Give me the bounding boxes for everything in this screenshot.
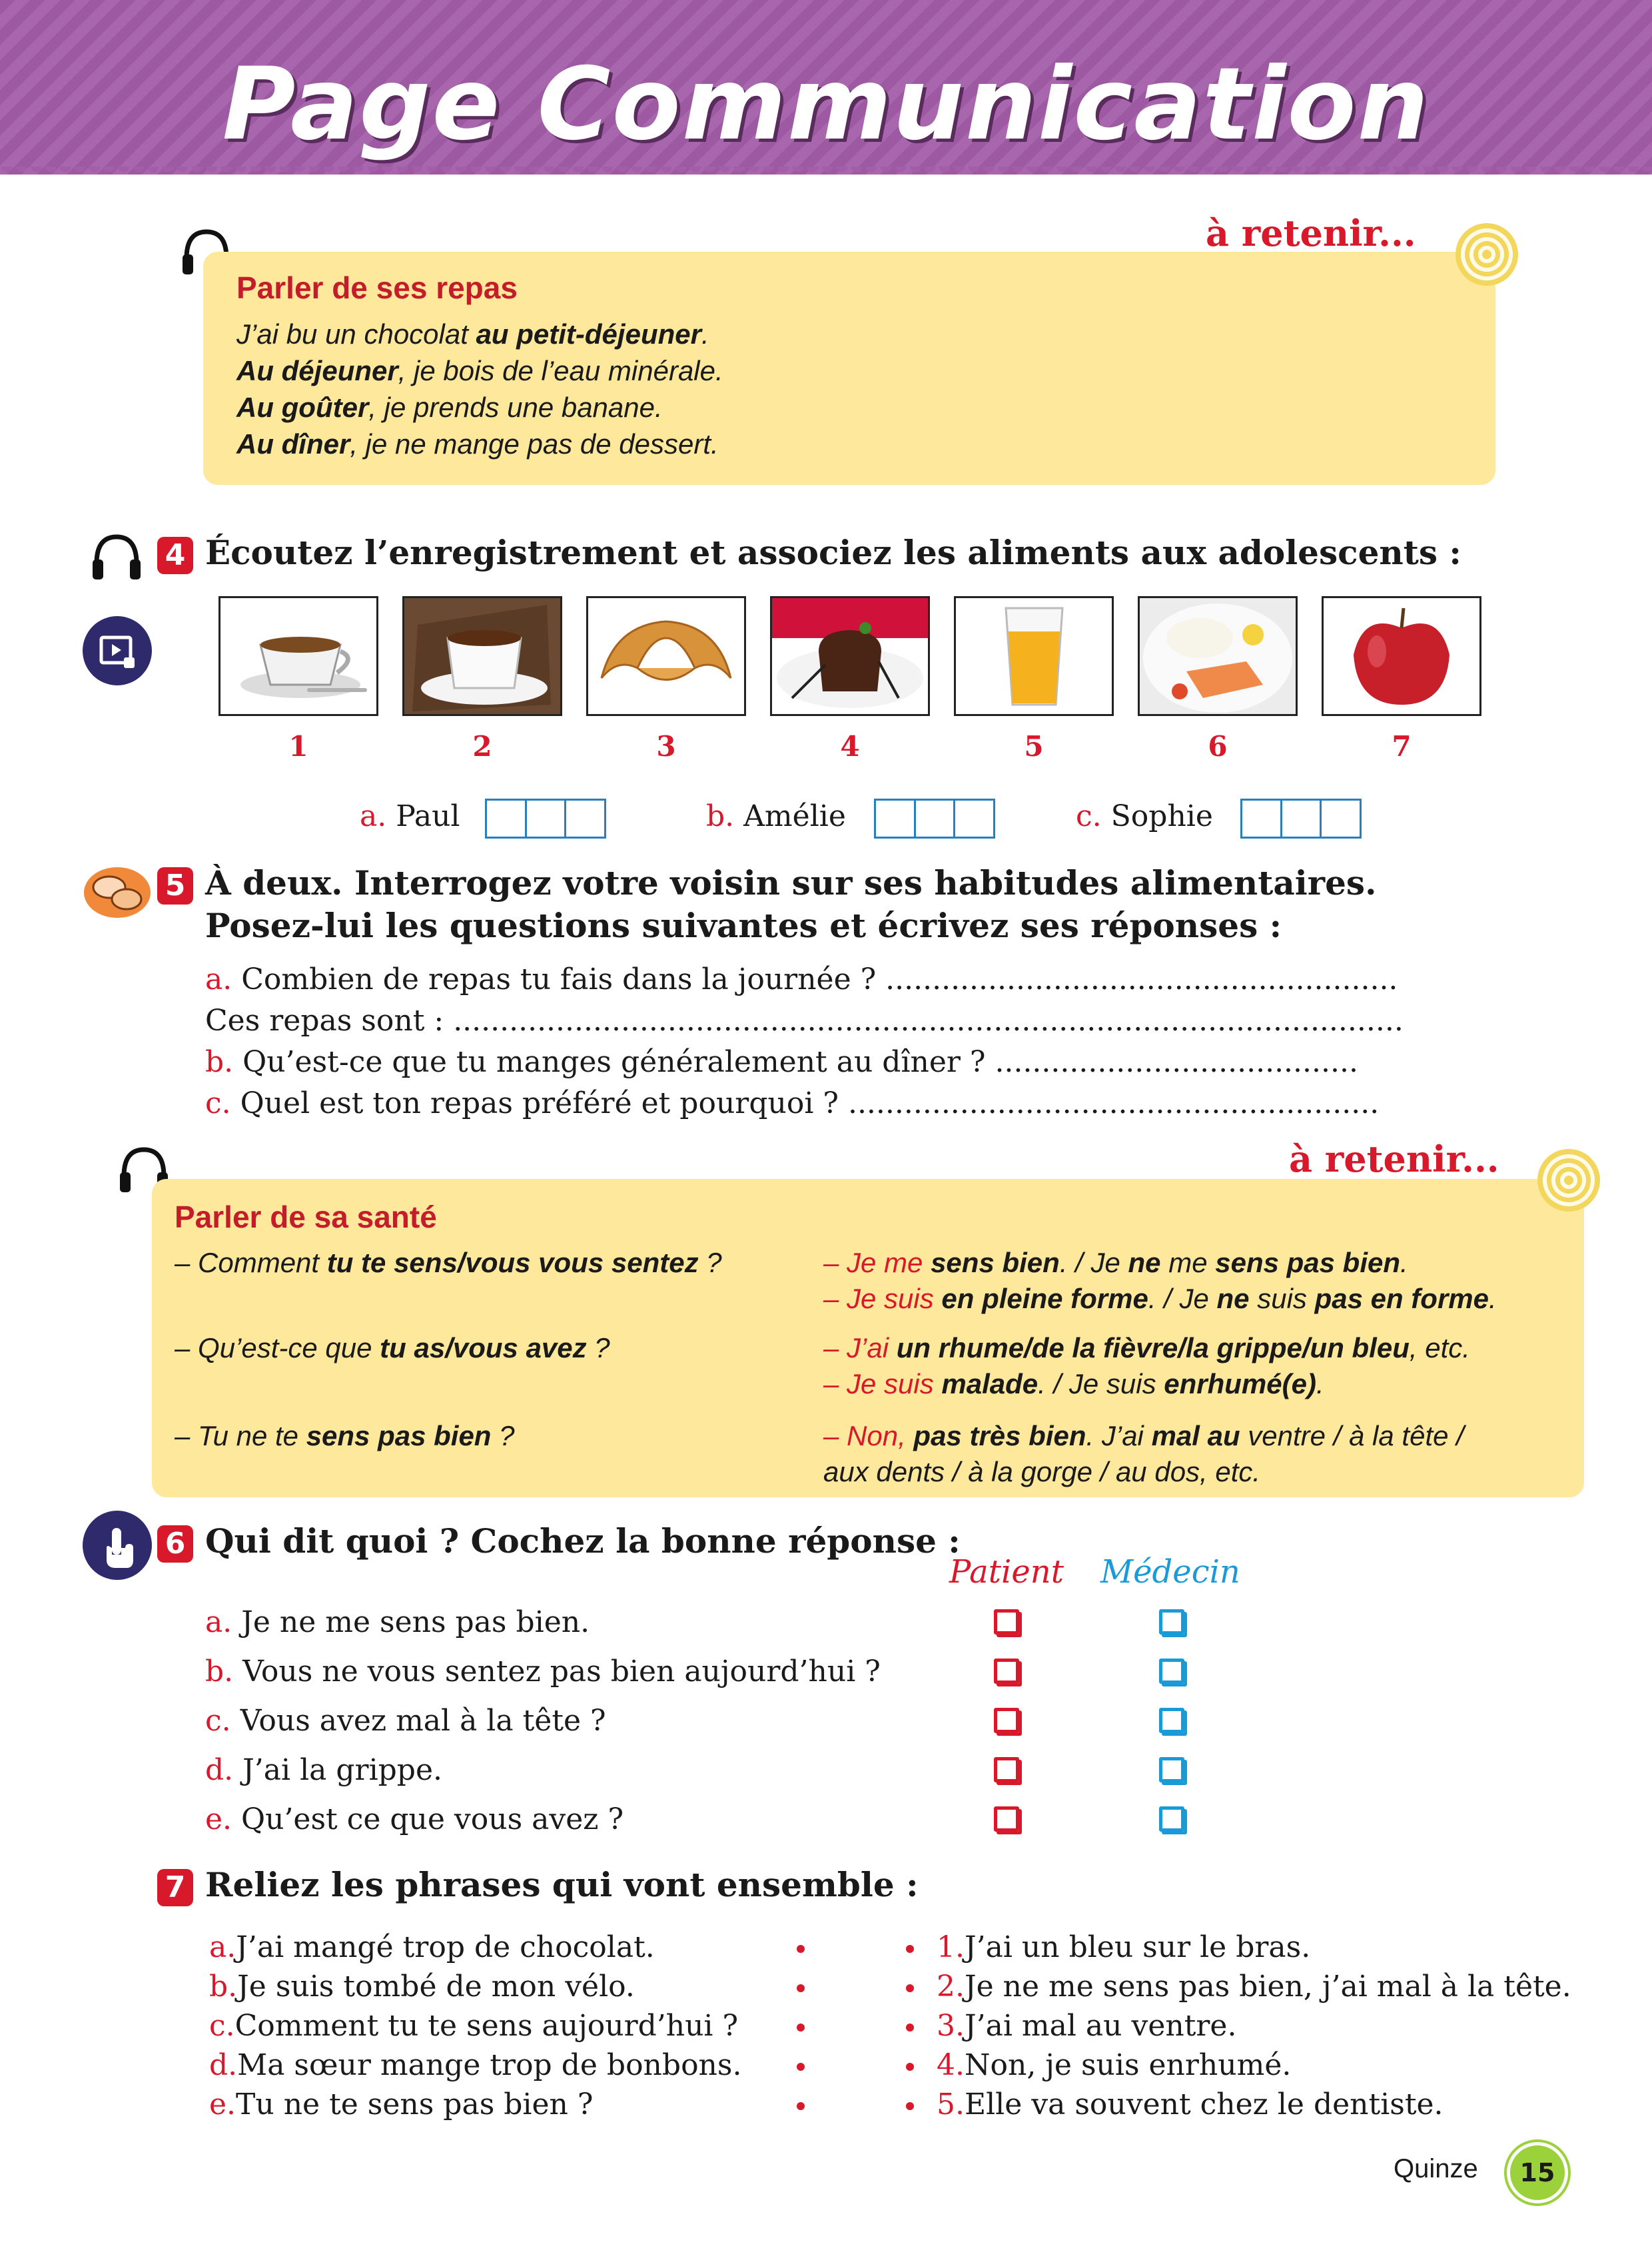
croissant-icon [588, 598, 744, 714]
health-answer: – J’ai un rhume/de la fièvre/la grippe/un bleu, etc. [823, 1332, 1470, 1363]
box-line: Au goûter, je prends une banane. [236, 392, 663, 423]
image-number: 6 [1208, 730, 1228, 763]
match-left-item: c.Comment tu te sens aujourd’hui ? [209, 2009, 739, 2043]
person-label-paul: a. Paul [360, 799, 460, 833]
patient-checkbox[interactable] [994, 1609, 1019, 1635]
health-question-2: – Qu’est-ce que tu as/vous avez ? [175, 1332, 610, 1363]
box-title: Parler de sa santé [175, 1200, 437, 1234]
question-line: c. Quel est ton repas préféré et pourquoi ? ......................................................... [205, 1086, 1380, 1120]
headphones-icon[interactable] [90, 532, 143, 585]
box-title: Parler de ses repas [236, 270, 518, 305]
orange-juice-glass-icon [956, 598, 1112, 714]
food-image-2 [402, 596, 562, 716]
food-image-4 [770, 596, 930, 716]
image-number: 5 [1024, 730, 1044, 763]
match-right-item: 2.Je ne me sens pas bien, j’ai mal à la tête. [937, 1970, 1571, 2004]
health-answer: – Je suis en pleine forme. / Je ne suis pas en forme. [823, 1283, 1497, 1314]
espresso-cup-icon [220, 598, 376, 714]
patient-checkbox[interactable] [994, 1659, 1019, 1684]
food-image-7 [1322, 596, 1481, 716]
spiral-icon [1537, 1149, 1600, 1212]
exercise-number: 7 [157, 1869, 193, 1906]
match-left-item: b.Je suis tombé de mon vélo. [209, 1970, 635, 2004]
box-line: J’ai bu un chocolat au petit-déjeuner. [236, 318, 709, 350]
answer-boxes-sophie[interactable] [1240, 799, 1362, 839]
page-title: Page Communication [222, 47, 1430, 163]
retenir-label: à retenir... [1206, 212, 1416, 254]
column-label-patient: Patient [949, 1553, 1064, 1591]
answer-boxes-paul[interactable] [485, 799, 606, 839]
match-dot-right[interactable] [906, 2102, 914, 2110]
medecin-checkbox[interactable] [1159, 1708, 1184, 1733]
match-right-item: 5.Elle va souvent chez le dentiste. [937, 2087, 1444, 2121]
health-answer: – Je suis malade. / Je suis enrhumé(e). [823, 1368, 1324, 1399]
apple-icon [1324, 598, 1479, 714]
hot-chocolate-cup-icon [404, 598, 560, 714]
exercise-number: 5 [157, 867, 193, 905]
match-dot-right[interactable] [906, 2063, 914, 2071]
match-dot-right[interactable] [906, 1945, 914, 1953]
exercise-instruction: Écoutez l’enregistrement et associez les aliments aux adolescents : [205, 533, 1461, 572]
patient-checkbox[interactable] [994, 1708, 1019, 1733]
person-label-sophie: c. Sophie [1076, 799, 1213, 833]
chocolate-cake-icon [772, 598, 928, 714]
patient-checkbox[interactable] [994, 1757, 1019, 1782]
health-question-1: – Comment tu te sens/vous vous sentez ? [175, 1247, 722, 1278]
exercise-instruction: Posez-lui les questions suivantes et écrivez ses réponses : [205, 906, 1282, 945]
image-number: 1 [288, 730, 308, 763]
statement-line: d. J’ai la grippe. [205, 1753, 442, 1787]
image-number: 4 [840, 730, 860, 763]
match-dot-left[interactable] [797, 2102, 805, 2110]
food-image-6 [1138, 596, 1298, 716]
question-line: a. Combien de repas tu fais dans la journée ? ....................................................... [205, 962, 1398, 996]
match-right-item: 1.J’ai un bleu sur le bras. [937, 1930, 1311, 1964]
pair-talk-icon [83, 866, 152, 919]
image-number: 3 [656, 730, 676, 763]
page-word: Quinze [1394, 2154, 1478, 2183]
match-dot-right[interactable] [906, 1984, 914, 1992]
exercise-number: 6 [157, 1525, 193, 1563]
spiral-icon [1455, 223, 1518, 286]
answer-boxes-amelie[interactable] [874, 799, 995, 839]
exercise-number: 4 [157, 537, 193, 574]
health-question-3: – Tu ne te sens pas bien ? [175, 1420, 515, 1451]
medecin-checkbox[interactable] [1159, 1609, 1184, 1635]
health-answer: – Non, pas très bien. J’ai mal au ventre / à la tête / [823, 1420, 1464, 1451]
exercise-instruction: Qui dit quoi ? Cochez la bonne réponse : [205, 1521, 961, 1561]
retenir-label: à retenir... [1289, 1138, 1499, 1180]
exercise-instruction: À deux. Interrogez votre voisin sur ses habitudes alimentaires. [205, 863, 1377, 903]
food-image-5 [954, 596, 1114, 716]
touch-icon[interactable] [83, 1511, 152, 1580]
exercise-instruction: Reliez les phrases qui vont ensemble : [205, 1865, 919, 1904]
box-line: Au dîner, je ne mange pas de dessert. [236, 428, 719, 460]
match-dot-left[interactable] [797, 2024, 805, 2032]
health-answer: – Je me sens bien. / Je ne me sens pas bien. [823, 1247, 1408, 1278]
match-left-item: a.J’ai mangé trop de chocolat. [209, 1930, 655, 1964]
box-lines [236, 318, 723, 465]
page-number: 15 [1507, 2142, 1568, 2203]
rice-salmon-plate-icon [1140, 598, 1296, 714]
match-left-item: d.Ma sœur mange trop de bonbons. [209, 2048, 742, 2082]
match-dot-left[interactable] [797, 1945, 805, 1953]
question-line: Ces repas sont : ...................................................................................................... [205, 1004, 1404, 1038]
match-dot-left[interactable] [797, 2063, 805, 2071]
question-line: b. Qu’est-ce que tu manges généralement au dîner ? ....................................... [205, 1045, 1358, 1079]
statement-line: b. Vous ne vous sentez pas bien aujourd’hui ? [205, 1655, 881, 1688]
statement-line: a. Je ne me sens pas bien. [205, 1605, 590, 1639]
statement-line: c. Vous avez mal à la tête ? [205, 1704, 606, 1738]
patient-checkbox[interactable] [994, 1806, 1019, 1832]
match-right-item: 3.J’ai mal au ventre. [937, 2009, 1237, 2043]
medecin-checkbox[interactable] [1159, 1806, 1184, 1832]
match-left-item: e.Tu ne te sens pas bien ? [209, 2087, 594, 2121]
person-label-amelie: b. Amélie [706, 799, 846, 833]
match-right-item: 4.Non, je suis enrhumé. [937, 2048, 1292, 2082]
medecin-checkbox[interactable] [1159, 1659, 1184, 1684]
food-image-3 [586, 596, 746, 716]
image-number: 2 [472, 730, 492, 763]
image-number: 7 [1392, 730, 1412, 763]
medecin-checkbox[interactable] [1159, 1757, 1184, 1782]
match-dot-left[interactable] [797, 1984, 805, 1992]
statement-line: e. Qu’est ce que vous avez ? [205, 1802, 624, 1836]
food-image-1 [218, 596, 378, 716]
match-dot-right[interactable] [906, 2024, 914, 2032]
column-label-medecin: Médecin [1100, 1553, 1240, 1591]
header-torn-edge [0, 167, 1652, 180]
box-line: Au déjeuner, je bois de l’eau minérale. [236, 355, 723, 386]
video-icon[interactable] [83, 616, 152, 685]
health-answer: aux dents / à la gorge / au dos, etc. [823, 1456, 1261, 1487]
